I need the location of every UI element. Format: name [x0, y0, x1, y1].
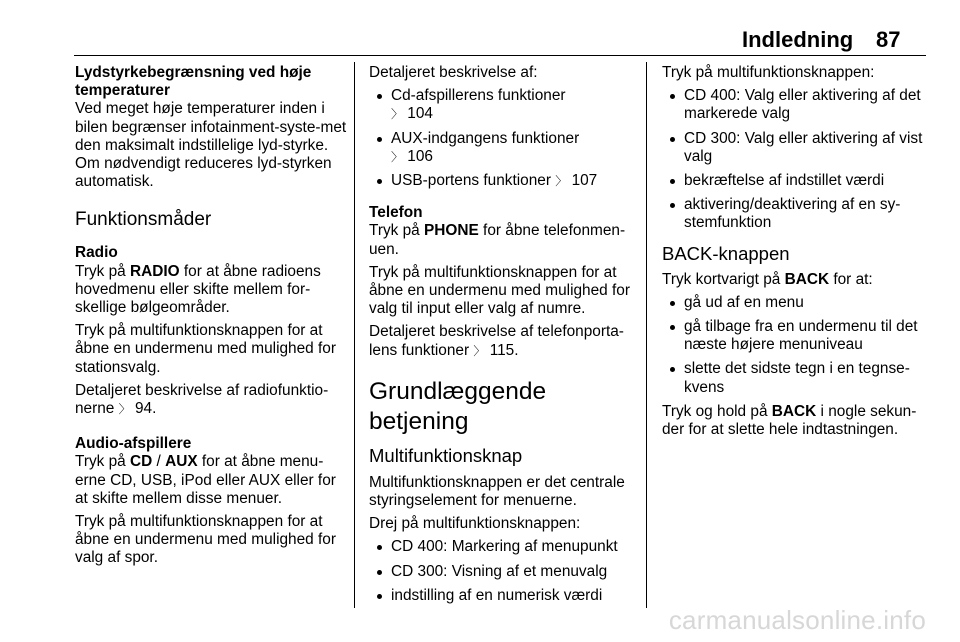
chapter-heading: Grundlæggende betjening: [369, 377, 547, 435]
paragraph: Tryk på RADIO for at åbne radioens hovedmenu eller skifte mellem for-skellige bølgeområder.: [75, 262, 321, 317]
page-reference[interactable]: 107: [571, 172, 598, 190]
paragraph: Ved meget høje temperaturer inden i bilen begrænser infotainment-syste-met den maksimalt indstillelige lyd-styrke. Om nødvendigt reduceres lyd-styrken automatisk.: [75, 100, 347, 191]
paragraph: Tryk på multifunktionsknappen for at åbne en undermenu med mulighed for valg af spor.: [75, 513, 336, 567]
list-item: bekræftelse af indstillet værdi: [662, 172, 926, 190]
keyword: PHONE: [424, 222, 479, 240]
list-item: AUX-indgangens funktioner 〉 106: [369, 130, 633, 166]
watermark: carmanualsonline.info: [668, 605, 926, 635]
header-title: Indledning: [742, 27, 854, 52]
page-reference[interactable]: 115.: [489, 341, 519, 359]
page-reference[interactable]: 104: [407, 105, 433, 123]
page-number: 87: [876, 27, 901, 52]
paragraph: Tryk kortvarigt på BACK for at:: [662, 270, 873, 288]
paragraph: Detaljeret beskrivelse af:: [369, 64, 538, 81]
list-item: indstilling af en numerisk værdi: [369, 587, 633, 605]
bullet-list: [369, 87, 633, 190]
paragraph: Detaljeret beskrivelse af radiofunktio-nerne 〉 94.: [75, 381, 329, 418]
bullet-list: [662, 294, 926, 397]
list-item: aktivering/deaktivering af en sy-stemfunktion: [662, 196, 926, 232]
section-title: Lydstyrkebegrænsning ved høje temperaturer: [75, 64, 312, 100]
bullet-list: [662, 87, 926, 232]
paragraph: Tryk på multifunktionsknappen for at åbne en undermenu med mulighed for valg til input eller valg af numre.: [369, 263, 630, 318]
keyword: CD: [130, 453, 153, 471]
list-item: gå ud af en menu: [662, 294, 926, 312]
bullet-list: [369, 538, 633, 605]
list-item: CD 400: Valg eller aktivering af det markerede valg: [662, 87, 926, 123]
page-reference[interactable]: 106: [407, 147, 433, 165]
column-2: [369, 64, 633, 611]
paragraph: Drej på multifunktionsknappen:: [369, 515, 581, 533]
keyword: BACK: [784, 270, 830, 288]
page-header: [0, 0, 960, 60]
paragraph: Detaljeret beskrivelse af telefonporta-lens funktioner 〉 115.: [369, 323, 624, 359]
list-item: slette det sidste tegn i en tegnse-kvens: [662, 360, 926, 396]
page-reference[interactable]: 94.: [134, 400, 157, 418]
keyword: BACK: [771, 402, 817, 420]
arrow-right-icon: 〉: [391, 149, 404, 164]
paragraph: Multifunktionsknappen er det centrale styringselement for menuerne.: [369, 473, 625, 510]
arrow-right-icon: 〉: [473, 343, 486, 358]
list-item: gå tilbage fra en undermenu til det næste højere menuniveau: [662, 318, 926, 354]
arrow-right-icon: 〉: [118, 402, 131, 417]
list-item: CD 300: Visning af et menuvalg: [369, 563, 633, 581]
arrow-right-icon: 〉: [391, 107, 404, 122]
section-heading: BACK-knappen: [662, 242, 790, 264]
keyword: AUX: [165, 453, 198, 471]
paragraph: Tryk på CD / AUX for at åbne menu-erne CD, USB, iPod eller AUX eller for at skifte mellem disse menuer.: [75, 453, 336, 507]
keyword: RADIO: [130, 262, 180, 280]
subsection-title: Radio: [75, 244, 118, 262]
column-1: [75, 64, 347, 573]
paragraph: Tryk på multifunktionsknappen for at åbne en undermenu med mulighed for stationsvalg.: [75, 322, 336, 376]
list-item: CD 300: Valg eller aktivering af vist valg: [662, 130, 926, 166]
column-divider: [354, 62, 355, 608]
column-3: [662, 64, 926, 444]
subsection-title: Audio-afspillere: [75, 435, 192, 453]
arrow-right-icon: 〉: [555, 174, 568, 189]
list-item: CD 400: Markering af menupunkt: [369, 538, 633, 556]
paragraph: Tryk og hold på BACK i nogle sekun-der for at slette hele indtastningen.: [662, 402, 917, 439]
section-heading: Funktionsmåder: [75, 209, 212, 231]
paragraph: Tryk på PHONE for åbne telefonmen-uen.: [369, 222, 626, 258]
list-item: USB-portens funktioner 〉 107: [369, 172, 633, 190]
section-heading: Multifunktionsknap: [369, 444, 523, 466]
header-rule: [74, 55, 926, 56]
column-divider: [646, 62, 647, 608]
list-item: Cd-afspillerens funktioner 〉 104: [369, 87, 633, 123]
subsection-title: Telefon: [369, 204, 423, 222]
paragraph: Tryk på multifunktionsknappen:: [662, 64, 875, 81]
